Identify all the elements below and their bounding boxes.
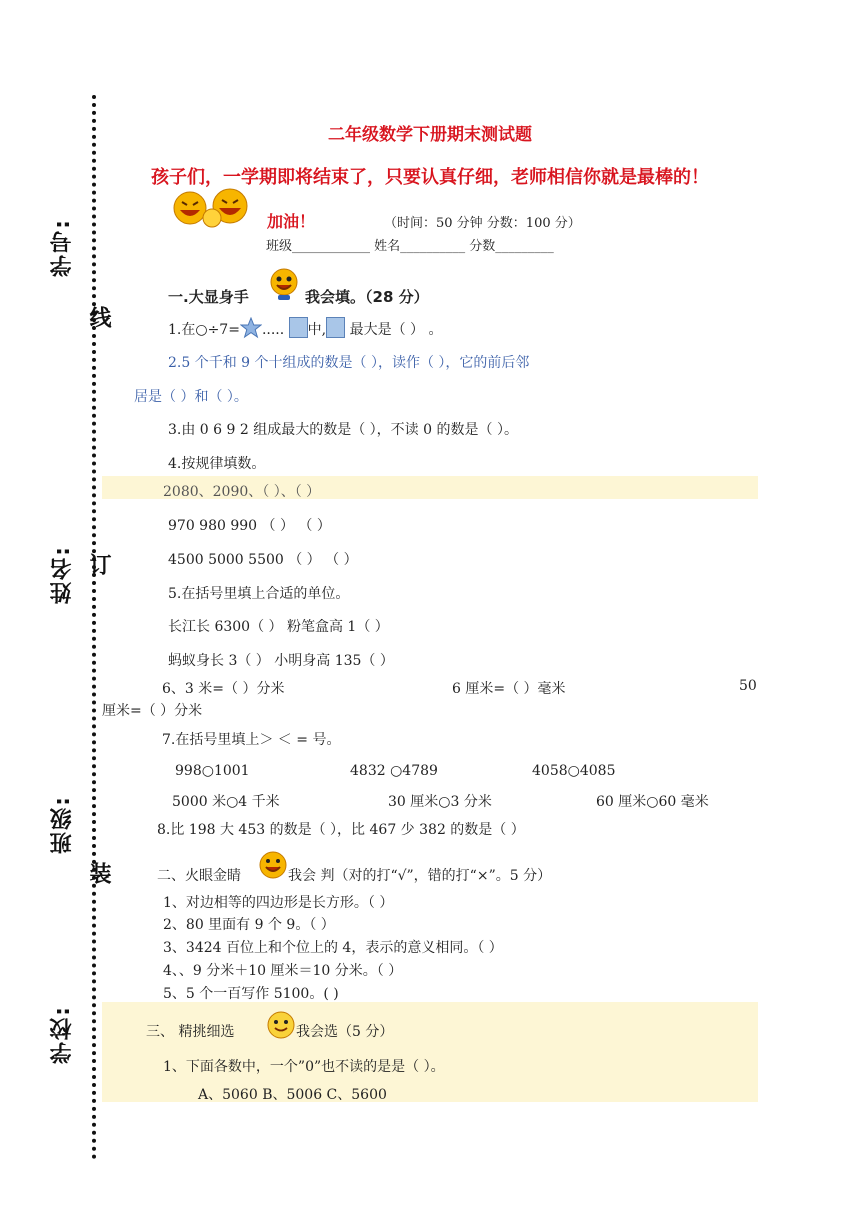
q3-text: 3.由 0 6 9 2 组成最大的数是（ ），不读 0 的数是（ ）。 bbox=[168, 422, 518, 438]
square-icon bbox=[289, 317, 308, 338]
q4-row2: 970 980 990 （ ） （ ） bbox=[168, 518, 331, 534]
q1-text bbox=[168, 317, 442, 339]
q7-row1-c: 4058○4085 bbox=[532, 763, 616, 779]
q1-part-c: 中, bbox=[307, 322, 327, 338]
smiley-icon bbox=[266, 1010, 296, 1040]
cheer-text: 加油！ bbox=[267, 212, 316, 231]
q7-text: 7.在括号里填上＞ ＜ = 号。 bbox=[162, 732, 341, 748]
binding-mark-install: 装 bbox=[86, 862, 111, 884]
q1-part-b: ..... bbox=[261, 322, 285, 338]
section2-heading-b: 我会 判（对的打“√”，错的打“×”。5 分） bbox=[288, 868, 552, 884]
q7-row2-b: 30 厘米○3 分米 bbox=[388, 794, 492, 810]
square-icon bbox=[326, 317, 345, 338]
q8-text: 8.比 198 大 453 的数是（ ），比 467 少 382 的数是（ ） bbox=[157, 822, 525, 838]
q1-part-a: 1.在○÷7= bbox=[168, 322, 240, 338]
choice-question: 1、下面各数中，一个”0”也不读的是是（ ）。 bbox=[163, 1059, 445, 1075]
binding-dotted-line bbox=[92, 95, 96, 1160]
choice-options: A、5060 B、5006 C、5600 bbox=[198, 1087, 387, 1103]
q5-row1: 长江长 6300（ ） 粉笔盒高 1（ ） bbox=[168, 619, 389, 635]
q5-text: 5.在括号里填上合适的单位。 bbox=[168, 586, 350, 602]
q7-row2-c: 60 厘米○60 毫米 bbox=[596, 794, 709, 810]
motto-text: 孩子们，一学期即将结束了，只要认真仔细，老师相信你就是最棒的！ bbox=[151, 167, 709, 188]
smiley-faces-icon bbox=[172, 188, 252, 228]
section2-heading-a: 二、火眼金睛 bbox=[157, 868, 241, 884]
section3-heading-b: 我会选（5 分） bbox=[296, 1024, 394, 1040]
q6-line2: 厘米=（ ）分米 bbox=[102, 703, 203, 719]
q1-part-d: 最大是（ ） 。 bbox=[349, 322, 443, 338]
side-label-student-no: 学号: bbox=[50, 218, 75, 277]
q4-row1: 2080、2090、（ ）、（ ） bbox=[163, 484, 321, 500]
q6-line1-a: 6、3 米=（ ）分米 bbox=[162, 681, 285, 697]
judge-item: 2、80 里面有 9 个 9。（ ） bbox=[163, 917, 335, 933]
star-icon bbox=[240, 317, 262, 339]
side-label-class: 班级: bbox=[50, 795, 75, 854]
q4-row3: 4500 5000 5500 （ ） （ ） bbox=[168, 552, 358, 568]
q6-line1-b: 6 厘米=（ ）毫米 bbox=[452, 681, 566, 697]
judge-item: 5、5 个一百写作 5100。( ) bbox=[163, 986, 339, 1002]
judge-item: 4、、9 分米＋10 厘米＝10 分米。（ ） bbox=[163, 963, 403, 979]
info-fields: 班级____________ 姓名__________ 分数_________ bbox=[266, 239, 554, 254]
smiley-icon bbox=[258, 850, 288, 880]
smiley-icon bbox=[266, 266, 302, 302]
q7-row1-a: 998○1001 bbox=[175, 763, 250, 779]
q6-line1-c: 50 bbox=[739, 678, 757, 694]
binding-mark-line: 线 bbox=[86, 306, 111, 328]
binding-mark-bind: 订 bbox=[86, 553, 111, 575]
page-title: 二年级数学下册期末测试题 bbox=[328, 125, 532, 145]
exam-info: （时间：50 分钟 分数：100 分） bbox=[384, 216, 581, 231]
q2-line2: 居是（ ）和（ ）。 bbox=[134, 389, 248, 405]
q4-text: 4.按规律填数。 bbox=[168, 456, 266, 472]
q2-line1: 2.5 个千和 9 个十组成的数是（ ），读作（ ），它的前后邻 bbox=[168, 355, 530, 371]
q7-row2-a: 5000 米○4 千米 bbox=[172, 794, 280, 810]
section3-heading-a: 三、 精挑细选 bbox=[146, 1024, 235, 1040]
judge-item: 3、3424 百位上和个位上的 4，表示的意义相同。（ ） bbox=[163, 940, 503, 956]
q5-row2: 蚂蚁身长 3（ ） 小明身高 135（ ） bbox=[168, 653, 394, 669]
side-label-school: 学校: bbox=[50, 1005, 75, 1064]
side-label-name: 姓名: bbox=[50, 545, 75, 604]
q7-row1-b: 4832 ○4789 bbox=[350, 763, 438, 779]
section1-heading-a: 一.大显身手 bbox=[168, 288, 249, 306]
section1-heading-b: 我会填。（28 分） bbox=[305, 288, 429, 306]
judge-item: 1、对边相等的四边形是长方形。（ ） bbox=[163, 895, 394, 911]
